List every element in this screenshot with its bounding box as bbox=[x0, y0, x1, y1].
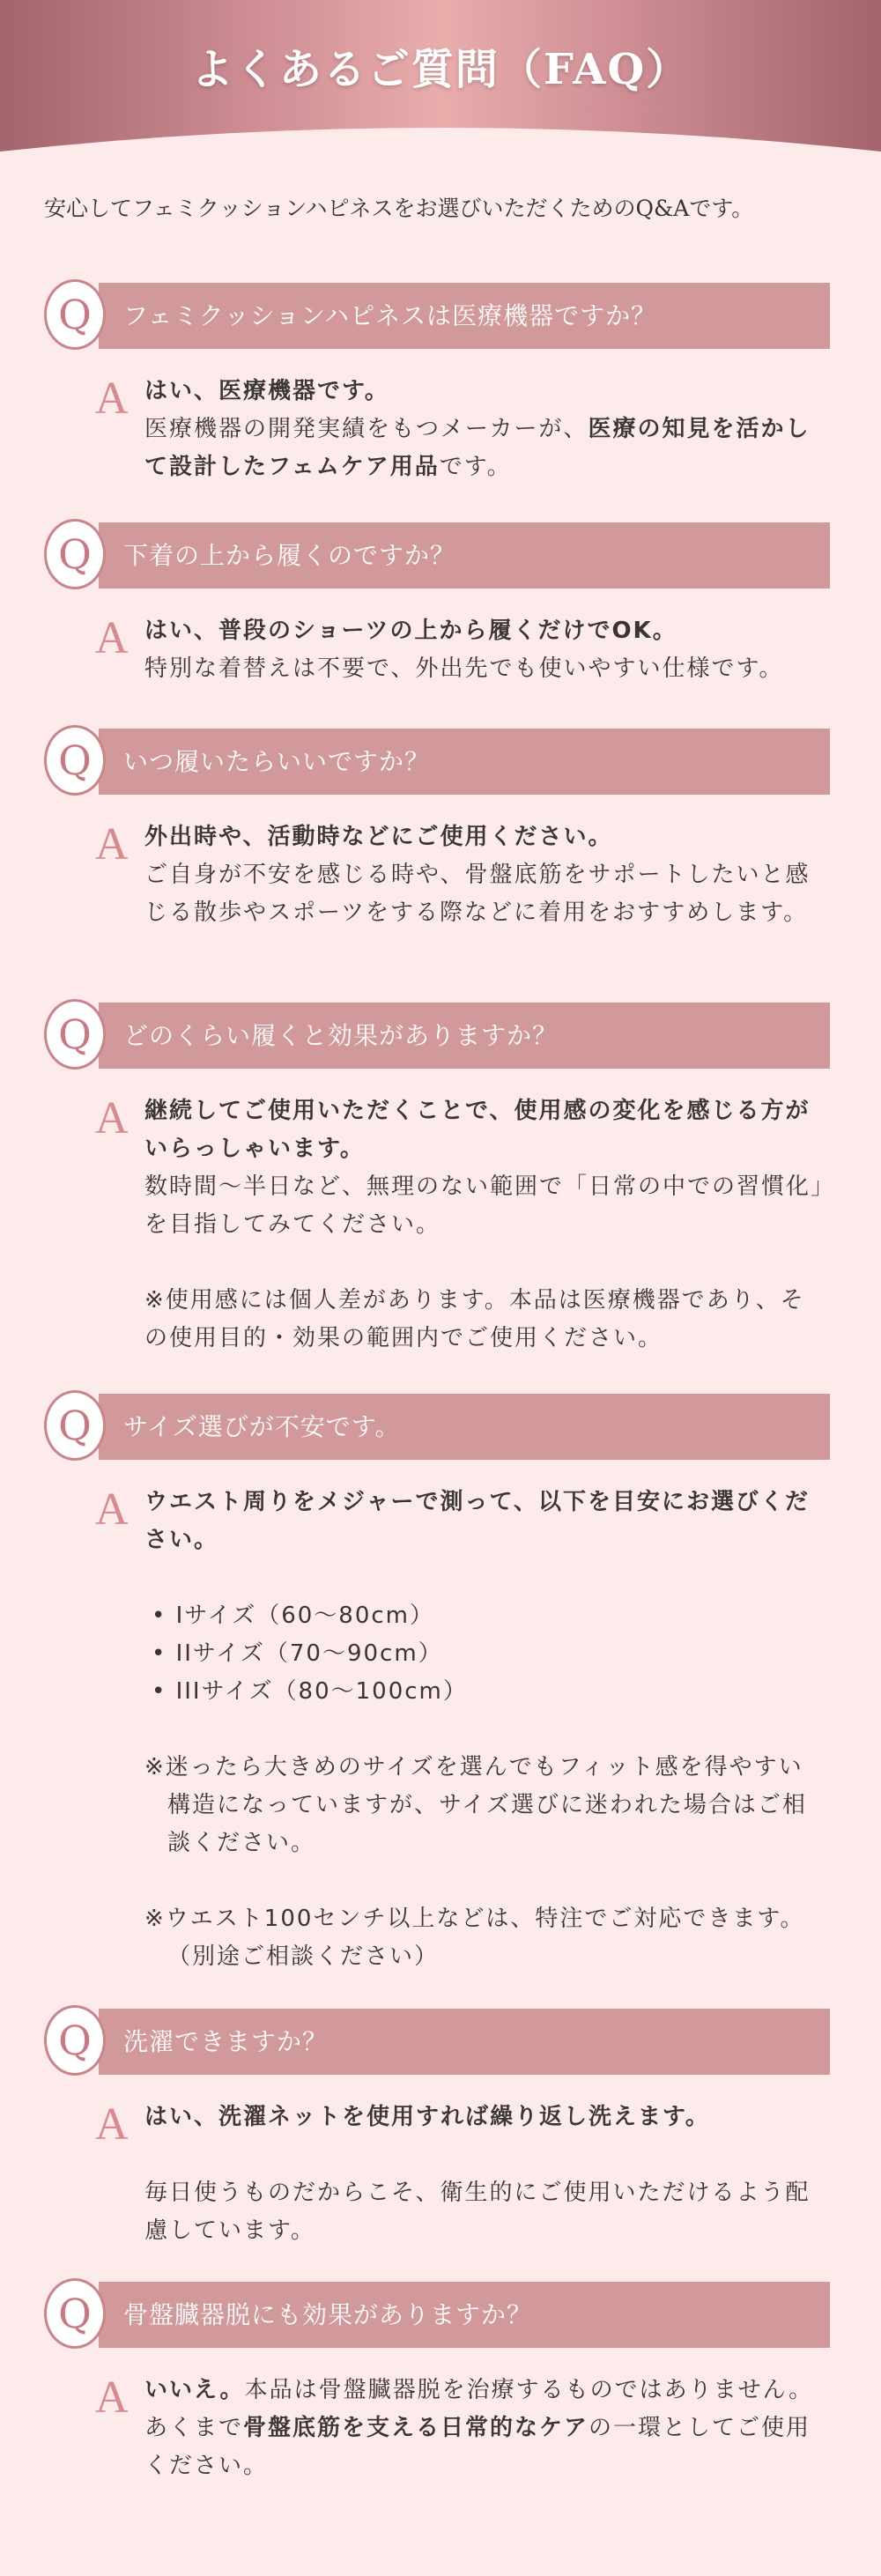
answer-text: あくまで bbox=[144, 2415, 244, 2441]
answer-text: 本品は骨盤臓器脱を治療するものではありません。 bbox=[244, 2377, 814, 2403]
answer-text: 数時間〜半日など、無理のない範囲で「日常の中での習慣化」を目指してみてください。 bbox=[144, 1173, 825, 1238]
answer-body bbox=[144, 2372, 826, 2485]
answer-paragraph bbox=[144, 1092, 826, 1168]
a-letter-icon: A bbox=[95, 819, 129, 870]
q-letter: Q bbox=[58, 1010, 92, 1058]
a-letter-icon: A bbox=[95, 374, 129, 424]
question-text: 下着の上から履くのですか？ bbox=[123, 541, 456, 570]
answer-text: 特別な着替えは不要で、外出先でも使いやすい仕様です。 bbox=[144, 655, 784, 682]
intro-text: 安心してフェミクッションハピネスをお選びいただくためのQ&Aです。 bbox=[44, 196, 754, 221]
answer-paragraph bbox=[144, 2099, 826, 2136]
answer-paragraph bbox=[144, 2174, 826, 2250]
answer-paragraph bbox=[144, 411, 826, 486]
answer-emphasis: いいえ。 bbox=[144, 2377, 245, 2403]
q-badge-icon bbox=[44, 725, 106, 796]
answer-body bbox=[144, 1484, 826, 1976]
q-letter: Q bbox=[58, 737, 92, 784]
answer-text: です。 bbox=[439, 454, 512, 480]
answer-body bbox=[144, 2099, 826, 2250]
q-letter: Q bbox=[58, 530, 92, 578]
a-letter-icon: A bbox=[95, 613, 129, 663]
answer-text: ※使用感には個人差があります。本品は医療機器であり、その使用目的・効果の範囲内でご使用ください。 bbox=[144, 1287, 805, 1351]
answer-emphasis: はい、普段のショーツの上から履くだけでOK。 bbox=[144, 618, 677, 644]
answer-paragraph bbox=[144, 1484, 826, 1559]
q-badge-icon bbox=[44, 519, 106, 589]
a-letter-icon: A bbox=[95, 2372, 129, 2423]
question-text: 骨盤臓器脱にも効果がありますか？ bbox=[123, 2300, 533, 2329]
q-letter: Q bbox=[58, 291, 92, 338]
size-list-item bbox=[144, 1673, 826, 1711]
answer-text: の一環としてご使用ください。 bbox=[144, 2415, 811, 2479]
answer-text: • IIサイズ（70〜90cm） bbox=[152, 1640, 443, 1667]
answer-text: • IIIサイズ（80〜100cm） bbox=[152, 1678, 468, 1705]
q-badge-icon bbox=[44, 2005, 106, 2076]
question-text: いつ履いたらいいですか？ bbox=[123, 747, 431, 776]
question-text: どのくらい履くと効果がありますか？ bbox=[123, 1021, 559, 1050]
answer-emphasis: はい、医療機器です。 bbox=[144, 378, 389, 404]
q-letter: Q bbox=[58, 1402, 92, 1449]
answer-paragraph bbox=[144, 856, 826, 932]
answer-paragraph bbox=[144, 650, 826, 688]
answer-emphasis: 医療の知見を活かして設計したフェムケア用品 bbox=[144, 416, 811, 480]
answer-note bbox=[144, 1749, 826, 1862]
a-letter-icon: A bbox=[95, 1093, 129, 1144]
answer-text: 医療機器の開発実績をもつメーカーが、 bbox=[144, 416, 589, 442]
answer-emphasis: はい、洗濯ネットを使用すれば繰り返し洗えます。 bbox=[144, 2104, 710, 2130]
answer-body bbox=[144, 818, 826, 932]
answer-paragraph bbox=[144, 2372, 826, 2409]
answer-paragraph bbox=[144, 1282, 826, 1358]
q-letter: Q bbox=[58, 2290, 92, 2337]
answer-emphasis: 継続してご使用いただくことで、使用感の変化を感じる方がいらっしゃいます。 bbox=[144, 1098, 811, 1162]
q-badge-icon bbox=[44, 2278, 106, 2349]
answer-emphasis: 外出時や、活動時などにご使用ください。 bbox=[144, 824, 613, 850]
answer-paragraph bbox=[144, 818, 826, 856]
answer-paragraph bbox=[144, 1168, 826, 1244]
answer-text: ご自身が不安を感じる時や、骨盤底筋をサポートしたいと感じる散歩やスポーツをする際などに着用をおすすめします。 bbox=[144, 862, 811, 926]
q-badge-icon bbox=[44, 999, 106, 1070]
question-text: フェミクッションハピネスは医療機器ですか？ bbox=[123, 301, 657, 330]
answer-body bbox=[144, 1092, 826, 1358]
answer-body bbox=[144, 373, 826, 486]
answer-paragraph bbox=[144, 373, 826, 411]
question-text: 洗濯できますか？ bbox=[123, 2027, 329, 2056]
answer-emphasis: 骨盤底筋を支える日常的なケア bbox=[243, 2415, 589, 2441]
page-title: よくあるご質問（FAQ） bbox=[190, 45, 691, 94]
answer-body bbox=[144, 612, 826, 688]
q-badge-icon bbox=[44, 1390, 106, 1461]
question-text: サイズ選びが不安です。 bbox=[123, 1412, 401, 1441]
answer-text: ※ウエスト100センチ以上などは、特注でご対応できます。 （別途ご相談ください） bbox=[144, 1906, 805, 1970]
a-letter-icon: A bbox=[95, 2099, 129, 2150]
answer-paragraph bbox=[144, 2409, 826, 2485]
answer-emphasis: ウエスト周りをメジャーで測って、以下を目安にお選びください。 bbox=[144, 1489, 810, 1553]
q-badge-icon bbox=[44, 279, 106, 350]
answer-paragraph bbox=[144, 612, 826, 650]
size-list-item bbox=[144, 1635, 826, 1673]
answer-text: 毎日使うものだからこそ、衛生的にご使用いただけるよう配慮しています。 bbox=[144, 2180, 811, 2244]
answer-text: ※迷ったら大きめのサイズを選んでもフィット感を得やすい構造になっていますが、サイズ選びに迷われた場合はご相談ください。 bbox=[144, 1754, 807, 1856]
a-letter-icon: A bbox=[95, 1484, 129, 1535]
q-letter: Q bbox=[58, 2017, 92, 2064]
answer-text: • Iサイズ（60〜80cm） bbox=[152, 1603, 434, 1629]
answer-note bbox=[144, 1900, 826, 1976]
size-list-item bbox=[144, 1597, 826, 1635]
